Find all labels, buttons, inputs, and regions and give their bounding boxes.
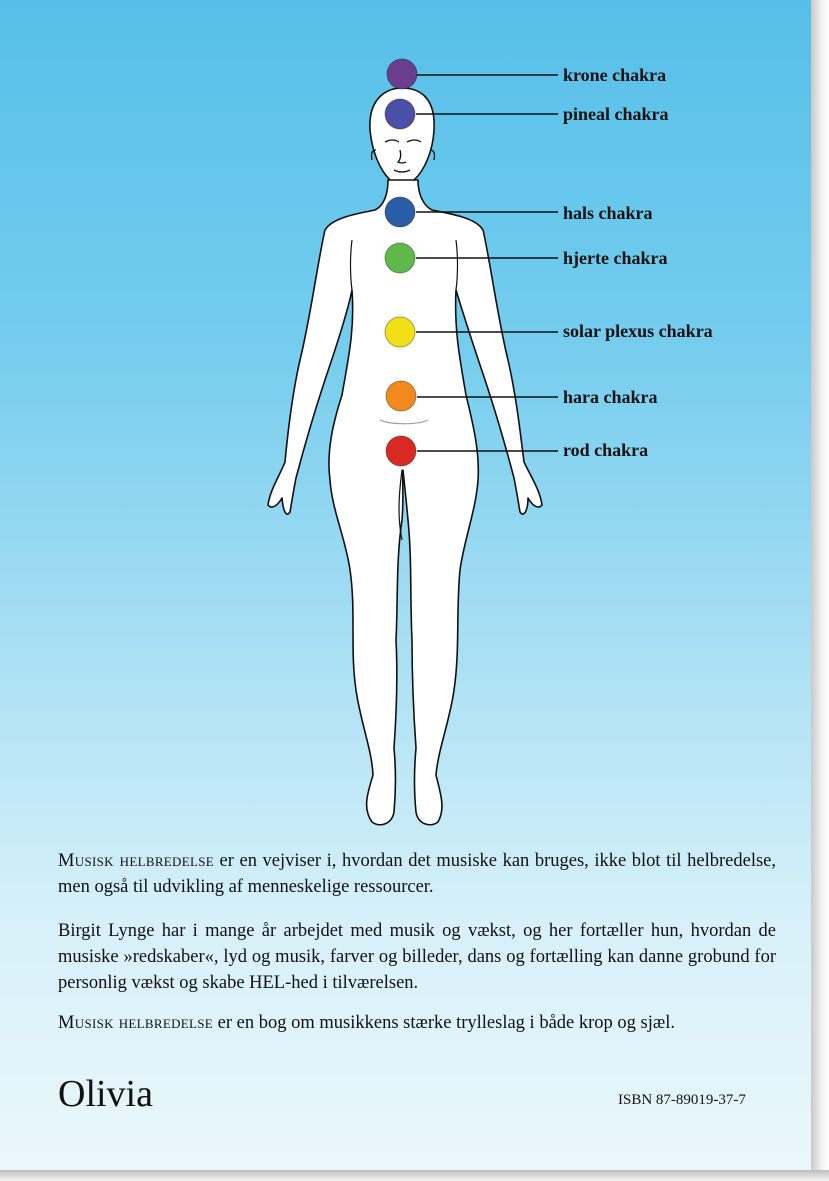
label-hara-chakra: hara chakra (563, 387, 658, 407)
chakra-circle (385, 99, 415, 129)
chakra-circle (385, 317, 415, 347)
label-pineal-chakra: pineal chakra (563, 104, 669, 124)
paragraph-3-text: er en bog om musikkens stærke trylleslag i både krop og sjæl. (213, 1013, 675, 1033)
isbn-number: ISBN 87-89019-37-7 (618, 1092, 746, 1108)
page-edge-bottom (0, 1170, 829, 1181)
paragraph-1-text: er en vejviser i, hvordan det musiske kan bruges, ikke blot til helbredelse, men også til udvikling af menneskelige ressourcer. (58, 851, 776, 897)
chakra-circle (386, 381, 416, 411)
description-paragraph-2: Birgit Lynge har i mange år arbejdet med musik og vækst, og her fortæller hun, hvordan de musiske »redskaber«, lyd og musik, farver og billeder, dans og fortælling kan danne grobund for personlig vækst og skabe HEL-hed i tilværelsen. (58, 921, 776, 993)
label-solar-plexus-chakra: solar plexus chakra (563, 321, 713, 341)
label-rod-chakra: rod chakra (563, 440, 649, 460)
description-paragraph-3 (58, 1010, 776, 1036)
chakra-circle (385, 197, 415, 227)
description-paragraph-1 (58, 848, 776, 900)
chakra-circle (387, 59, 417, 89)
label-hjerte-chakra: hjerte chakra (563, 248, 668, 268)
label-hals-chakra: hals chakra (563, 203, 653, 223)
book-title-inline: Musisk helbredelse (58, 1013, 214, 1033)
label-krone-chakra: krone chakra (563, 65, 667, 85)
chakra-circle (385, 243, 415, 273)
chakra-circle (386, 436, 416, 466)
book-title-inline: Musisk helbredelse (58, 851, 214, 871)
publisher-logo: Olivia (58, 1073, 153, 1115)
body-outline (268, 180, 542, 825)
page-edge-right (811, 0, 829, 1181)
